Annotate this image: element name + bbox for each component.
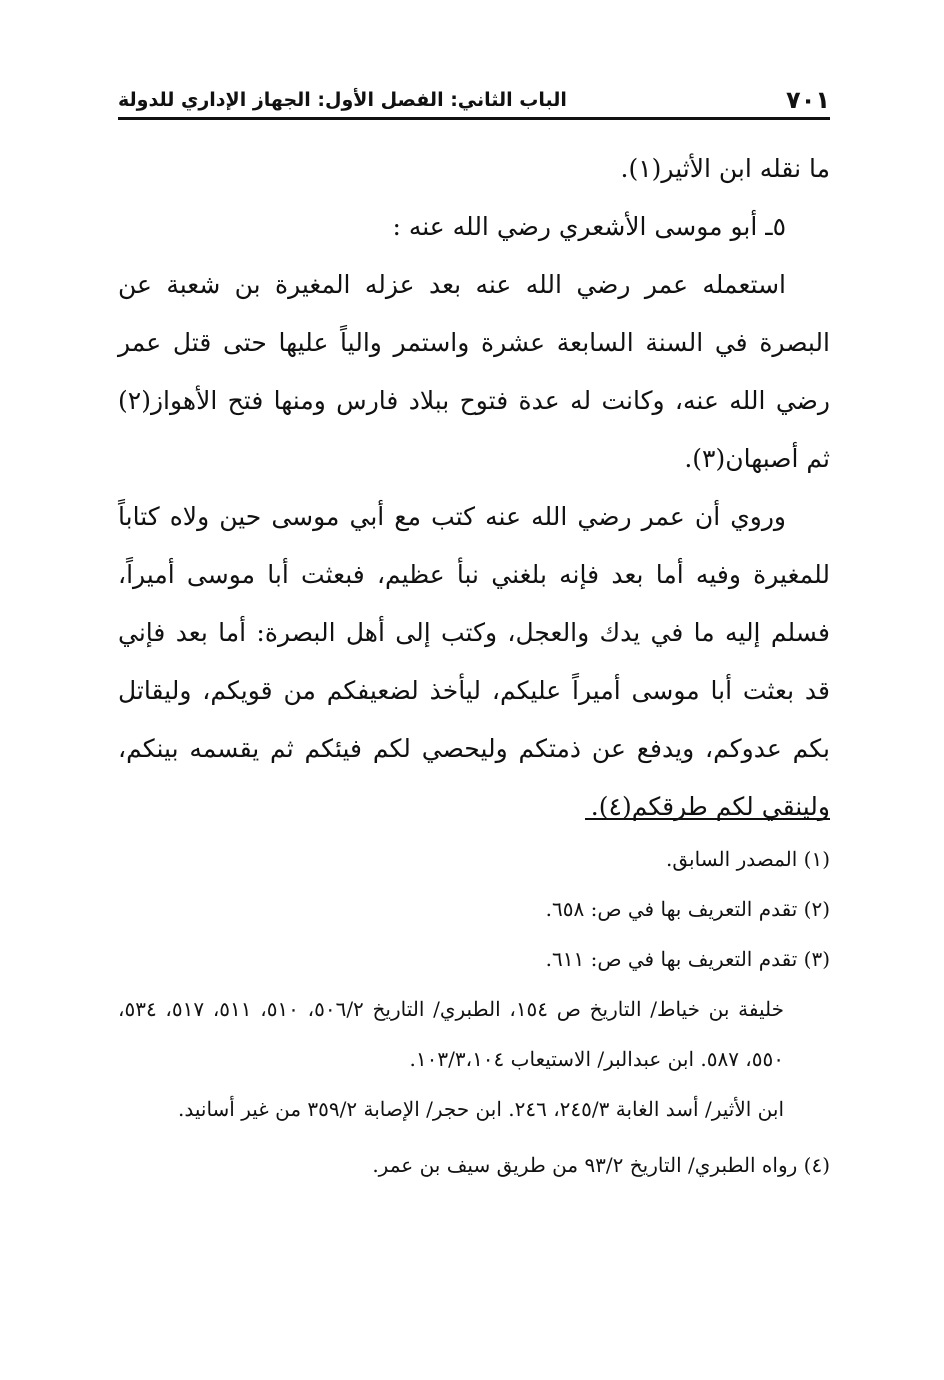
header-rule [118,117,830,120]
footnotes [118,834,830,1190]
paragraph: استعمله عمر رضي الله عنه بعد عزله المغيرة بن شعبة عن البصرة في السنة السابعة عشرة واستمر والياً عليها حتى قتل عمر رضي الله عنه، وكانت له عدة فتوح ببلاد فارس ومنها فتح الأهواز(٢) ثم أصبهان(٣). [118,270,830,473]
running-header [118,78,830,118]
footnote-continuation: خليفة بن خياط/ التاريخ ص ١٥٤، الطبري/ التاريخ ٥٠٦/٢، ٥١٠، ٥١١، ٥١٧، ٥٣٤، ٥٥٠، ٥٨٧. ابن عبدالبر/ الاستيعاب ١٠٣/٣،١٠٤. [118,997,785,1071]
footnote: (٤) رواه الطبري/ التاريخ ٩٣/٢ من طريق سيف بن عمر. [372,1153,830,1177]
paragraph: ما نقله ابن الأثير(١). [620,154,830,183]
section-heading: ٥ـ أبو موسى الأشعري رضي الله عنه : [392,212,786,241]
footnote: (٢) تقدم التعريف بها في ص: ٦٥٨. [545,897,830,921]
footnote: (١) المصدر السابق. [666,847,830,871]
body-text [118,140,830,836]
footnote-continuation: ابن الأثير/ أسد الغابة ٢٤٥/٣، ٢٤٦. ابن حجر/ الإصابة ٣٥٩/٢ من غير أسانيد. [177,1097,784,1121]
footnote-rule [585,818,830,820]
page-number: ٧٠١ [786,86,830,114]
header-title: الباب الثاني: الفصل الأول: الجهاز الإداري للدولة [118,89,567,111]
paragraph: وروي أن عمر رضي الله عنه كتب مع أبي موسى حين ولاه كتاباً للمغيرة وفيه أما بعد فإنه بلغني نبأ عظيم، فبعثت أبا موسى أميراً، فسلم إليه ما في يدك والعجل، وكتب إلى أهل البصرة: أما بعد فإني قد بعثت أبا موسى أميراً عليكم، ليأخذ لضعيفكم من قويكم، وليقاتل بكم عدوكم، ويدفع عن ذمتكم وليحصي لكم فيئكم ثم يقسمه بينكم، ولينقي لكم طرقكم(٤). [118,502,831,821]
footnote: (٣) تقدم التعريف بها في ص: ٦١١. [545,947,830,971]
